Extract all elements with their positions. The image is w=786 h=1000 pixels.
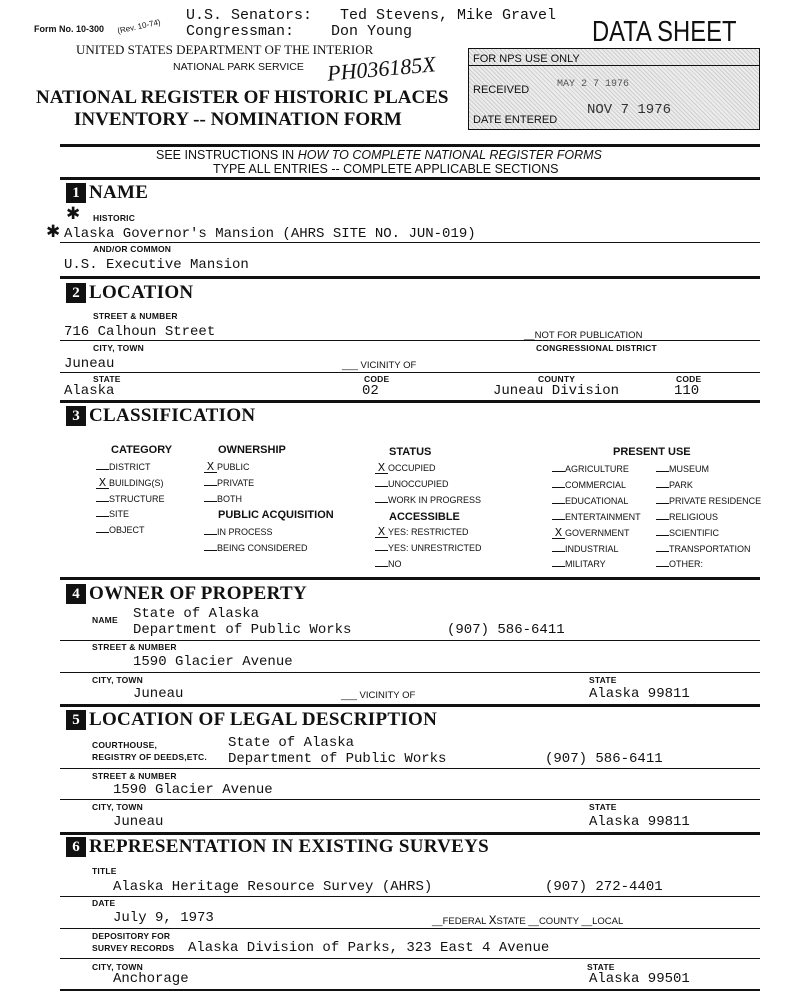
street-label: STREET & NUMBER — [92, 642, 177, 652]
historic-label: HISTORIC — [93, 213, 136, 223]
section-title: NAME — [89, 182, 149, 203]
handwritten-id: PH036185X — [326, 51, 437, 86]
check-mark — [552, 487, 565, 488]
county-value: Juneau Division — [493, 383, 620, 399]
section-3-header — [66, 405, 255, 427]
congressional-district-label: CONGRESSIONAL DISTRICT — [536, 343, 657, 353]
check-mark — [204, 501, 217, 502]
section-number: 1 — [66, 183, 86, 203]
date-label: DATE — [92, 898, 116, 908]
historic-name: Alaska Governor's Mansion (AHRS SITE NO. JUN-019) — [64, 226, 476, 242]
option-label: STRUCTURE — [109, 493, 165, 504]
checkbox-option[interactable] — [552, 525, 630, 540]
check-mark — [552, 551, 565, 552]
check-mark — [656, 519, 669, 520]
not-for-publication-label: NOT FOR PUBLICATION — [534, 330, 643, 341]
city-label: CITY, TOWN — [92, 802, 143, 812]
state-label: STATE — [589, 802, 617, 812]
common-name: U.S. Executive Mansion — [64, 257, 249, 273]
check-mark: X — [96, 478, 109, 489]
code-label: CODE — [364, 374, 390, 384]
rule — [60, 640, 760, 641]
divider — [469, 65, 759, 66]
section-title: REPRESENTATION IN EXISTING SURVEYS — [89, 836, 490, 857]
check-mark — [96, 501, 109, 502]
option-label: NO — [388, 558, 402, 569]
accessible-heading: ACCESSIBLE — [389, 511, 460, 523]
survey-level: __FEDERAL XSTATE __COUNTY __LOCAL — [432, 913, 624, 928]
instructions-line1 — [156, 148, 602, 162]
courthouse-label: COURTHOUSE, — [92, 740, 158, 750]
option-label: IN PROCESS — [217, 527, 273, 537]
checkbox-option[interactable] — [96, 462, 151, 472]
check-mark — [375, 550, 388, 551]
congressman-value: Don Young — [331, 23, 413, 40]
section-1-header — [66, 182, 148, 204]
state-label: STATE — [589, 675, 617, 685]
state-value: Alaska 99501 — [589, 971, 690, 987]
check-mark — [375, 486, 388, 487]
option-label: BEING CONSIDERED — [217, 542, 308, 553]
section-number: 5 — [66, 710, 86, 730]
category-heading: CATEGORY — [111, 444, 173, 456]
status-heading: STATUS — [389, 446, 432, 458]
rule — [60, 372, 760, 373]
street-value: 716 Calhoun Street — [64, 324, 216, 340]
date-entered-stamp: NOV 7 1976 — [587, 102, 672, 118]
check-mark — [552, 566, 565, 567]
section-number: 3 — [66, 406, 86, 426]
rule — [60, 832, 760, 835]
rule — [60, 989, 760, 991]
option-label: PUBLIC — [217, 462, 250, 472]
checkbox-option[interactable] — [96, 494, 165, 504]
check-mark — [204, 550, 217, 551]
check-mark — [656, 471, 669, 472]
owner-name-1: State of Alaska — [133, 606, 260, 622]
state-label: STATE — [587, 962, 615, 972]
checkbox-option[interactable] — [96, 509, 129, 519]
department: UNITED STATES DEPARTMENT OF THE INTERIOR — [76, 42, 374, 57]
common-label: AND/OR COMMON — [93, 244, 172, 254]
checkbox-option[interactable] — [96, 475, 164, 490]
check-mark — [96, 532, 109, 533]
legal-value-1: State of Alaska — [228, 735, 355, 751]
option-label: INDUSTRIAL — [565, 543, 619, 554]
asterisk-mark: ✱ — [66, 204, 81, 223]
option-label: ENTERTAINMENT — [565, 511, 641, 522]
survey-date: July 9, 1973 — [113, 910, 214, 926]
city-label: CITY, TOWN — [92, 675, 143, 685]
option-label: MUSEUM — [669, 464, 709, 474]
section-6-header — [66, 836, 489, 858]
checkbox-option[interactable] — [656, 544, 751, 554]
congressman-label: Congressman: — [186, 23, 295, 40]
option-label: PRIVATE — [217, 477, 255, 488]
owner-phone: (907) 586-6411 — [447, 622, 565, 638]
city-value: Juneau — [133, 686, 184, 702]
option-label: PRIVATE RESIDENCE — [669, 495, 762, 506]
county-label: COUNTY — [538, 374, 576, 384]
checkbox-option[interactable] — [96, 525, 145, 535]
rule — [60, 276, 760, 279]
section-title: LOCATION OF LEGAL DESCRIPTION — [89, 709, 438, 730]
section-5-header — [66, 709, 437, 731]
check-mark — [656, 535, 669, 536]
local-label: LOCAL — [592, 916, 624, 927]
county-label: COUNTY — [538, 916, 579, 927]
checkbox-option[interactable] — [656, 559, 703, 569]
street-label: STREET & NUMBER — [93, 311, 178, 321]
option-label: AGRICULTURE — [565, 464, 629, 474]
legal-phone: (907) 586-6411 — [545, 751, 663, 767]
check-mark — [96, 469, 109, 470]
checkbox-option[interactable] — [375, 543, 482, 553]
option-label: BUILDING(S) — [109, 477, 164, 488]
option-label: BOTH — [217, 493, 243, 504]
option-label: RELIGIOUS — [669, 511, 719, 522]
rule — [60, 672, 760, 673]
option-label: DISTRICT — [109, 462, 151, 472]
received-label: RECEIVED — [473, 84, 530, 96]
instructions-line2: TYPE ALL ENTRIES -- COMPLETE APPLICABLE SECTIONS — [213, 162, 559, 176]
option-label: YES: UNRESTRICTED — [388, 542, 482, 553]
checkbox-option[interactable] — [656, 512, 718, 522]
checkbox-option[interactable] — [204, 494, 242, 504]
owner-name-2: Department of Public Works — [133, 622, 352, 638]
form-title: NATIONAL REGISTER OF HISTORIC PLACES — [36, 87, 449, 108]
option-label: GOVERNMENT — [565, 527, 630, 538]
senators-value: Ted Stevens, Mike Gravel — [340, 7, 557, 24]
check-mark — [656, 487, 669, 488]
vicinity-label: VICINITY OF — [359, 690, 416, 701]
option-label: SITE — [109, 509, 130, 520]
check-mark — [552, 471, 565, 472]
check-mark: X — [375, 527, 388, 538]
park-service: NATIONAL PARK SERVICE — [173, 61, 304, 73]
asterisk-mark: ✱ — [46, 222, 61, 241]
rule — [60, 896, 760, 897]
state-mark: X — [488, 913, 497, 928]
checkbox-option[interactable] — [375, 495, 481, 505]
checkbox-option[interactable] — [375, 559, 402, 569]
nps-use-box — [468, 48, 760, 130]
received-stamp: MAY 2 7 1976 — [557, 79, 630, 90]
rule — [60, 144, 760, 147]
check-mark — [204, 485, 217, 486]
section-4-header — [66, 583, 307, 605]
street-value: 1590 Glacier Avenue — [113, 782, 273, 798]
option-label: OTHER: — [669, 559, 704, 570]
checkbox-option[interactable] — [552, 496, 628, 506]
form-number: Form No. 10-300 — [34, 24, 105, 34]
check-mark: X — [552, 528, 565, 539]
section-number: 6 — [66, 837, 86, 857]
vicinity: ___ VICINITY OF — [341, 690, 416, 701]
checkbox-option[interactable] — [552, 544, 619, 554]
nps-only-label: FOR NPS USE ONLY — [473, 53, 580, 65]
rule — [60, 340, 760, 341]
depository-label-2: SURVEY RECORDS — [92, 943, 175, 953]
state-value: Alaska 99811 — [589, 814, 690, 830]
option-label: SCIENTIFIC — [669, 527, 720, 538]
rule — [60, 958, 760, 959]
senators-label: U.S. Senators: — [186, 7, 313, 24]
owner-name-label: NAME — [92, 615, 118, 625]
checkbox-option[interactable] — [552, 512, 641, 522]
checkbox-option[interactable] — [656, 464, 709, 474]
depository-label-1: DEPOSITORY FOR — [92, 931, 171, 941]
checkbox-option[interactable] — [204, 527, 273, 537]
federal-label: FEDERAL — [442, 916, 487, 927]
code-value: 02 — [362, 383, 379, 399]
registry-label: REGISTRY OF DEEDS,ETC. — [92, 752, 207, 762]
checkbox-option[interactable] — [656, 496, 761, 506]
rule — [60, 177, 760, 180]
checkbox-option[interactable] — [204, 478, 254, 488]
rule — [60, 768, 760, 769]
date-entered-label: DATE ENTERED — [473, 114, 558, 126]
ownership-heading: OWNERSHIP — [218, 444, 286, 456]
city-value: Juneau — [64, 356, 115, 372]
form-subtitle: INVENTORY -- NOMINATION FORM — [74, 109, 402, 130]
check-mark — [656, 551, 669, 552]
rule — [60, 577, 760, 580]
section-title: CLASSIFICATION — [89, 405, 256, 426]
survey-phone: (907) 272-4401 — [545, 879, 663, 895]
check-mark — [375, 566, 388, 567]
checkbox-option[interactable] — [656, 480, 693, 490]
checkbox-option[interactable] — [552, 464, 629, 474]
checkbox-option[interactable] — [375, 463, 436, 474]
check-mark: X — [204, 462, 217, 473]
survey-title-label: TITLE — [92, 866, 117, 876]
option-label: OBJECT — [109, 525, 145, 536]
state-label: STATE — [93, 374, 121, 384]
not-for-publication: __NOT FOR PUBLICATION — [524, 330, 643, 341]
checkbox-option[interactable] — [552, 480, 626, 490]
rule — [60, 799, 760, 800]
checkbox-option[interactable] — [552, 559, 606, 569]
option-label: UNOCCUPIED — [388, 478, 449, 489]
check-mark — [552, 519, 565, 520]
check-mark: X — [375, 463, 388, 474]
instructions-prefix: SEE INSTRUCTIONS IN — [156, 148, 298, 162]
form-revision: (Rev. 10-74) — [116, 17, 162, 36]
checkbox-option[interactable] — [375, 527, 469, 538]
city-label: CITY, TOWN — [92, 962, 143, 972]
rule — [60, 400, 760, 403]
depository-value: Alaska Division of Parks, 323 East 4 Avenue — [188, 940, 550, 956]
option-label: PARK — [669, 479, 693, 490]
street-value: 1590 Glacier Avenue — [133, 654, 293, 670]
option-label: MILITARY — [565, 559, 606, 570]
legal-value-2: Department of Public Works — [228, 751, 447, 767]
check-mark — [375, 502, 388, 503]
option-label: COMMERCIAL — [565, 479, 627, 490]
option-label: TRANSPORTATION — [669, 543, 751, 554]
rule — [60, 928, 760, 929]
option-label: WORK IN PROGRESS — [388, 494, 482, 505]
vicinity-label: VICINITY OF — [360, 360, 417, 371]
check-mark — [96, 516, 109, 517]
state-value: Alaska 99811 — [589, 686, 690, 702]
checkbox-option[interactable] — [375, 479, 449, 489]
vicinity: ___ VICINITY OF — [342, 360, 417, 371]
public-acquisition-heading: PUBLIC ACQUISITION — [218, 509, 334, 521]
section-title: OWNER OF PROPERTY — [89, 583, 308, 604]
rule — [60, 242, 760, 243]
present-use-heading: PRESENT USE — [613, 446, 691, 458]
city-label: CITY, TOWN — [93, 343, 144, 353]
option-label: YES: RESTRICTED — [388, 527, 469, 537]
data-sheet-title: DATA SHEET — [592, 16, 737, 48]
section-number: 2 — [66, 283, 86, 303]
check-mark — [552, 503, 565, 504]
option-label: EDUCATIONAL — [565, 495, 629, 506]
check-mark — [656, 503, 669, 504]
city-value: Anchorage — [113, 971, 189, 987]
check-mark — [656, 566, 669, 567]
city-value: Juneau — [113, 814, 164, 830]
section-title: LOCATION — [89, 282, 194, 303]
section-number: 4 — [66, 584, 86, 604]
instructions-title: HOW TO COMPLETE NATIONAL REGISTER FORMS — [297, 148, 602, 162]
state-value: Alaska — [64, 383, 115, 399]
survey-title-value: Alaska Heritage Resource Survey (AHRS) — [113, 879, 433, 895]
section-2-header — [66, 282, 193, 304]
code2-label: CODE — [676, 374, 702, 384]
checkbox-option[interactable] — [204, 462, 250, 473]
check-mark — [204, 534, 217, 535]
rule — [60, 704, 760, 707]
option-label: OCCUPIED — [388, 463, 436, 473]
street-label: STREET & NUMBER — [92, 771, 177, 781]
checkbox-option[interactable] — [656, 528, 719, 538]
state-level-label: STATE — [496, 916, 526, 927]
checkbox-option[interactable] — [204, 543, 308, 553]
code2-value: 110 — [674, 383, 700, 399]
